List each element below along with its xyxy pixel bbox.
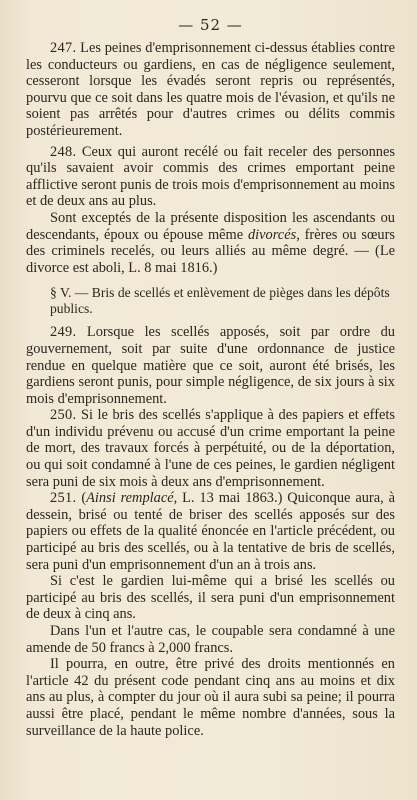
section-heading: § V. — Bris de scellés et enlèvement de pièges dans les dépôts publics. bbox=[50, 285, 390, 317]
paragraph-text: Si c'est le gardien lui-même qui a brisé les scellés ou participé au bris des scellés, il sera puni d'un emprisonnement de deux à cinq ans. bbox=[26, 573, 395, 623]
article-number: 251. bbox=[50, 490, 77, 507]
article-251-gardien bbox=[26, 573, 395, 623]
article-248-exception bbox=[26, 210, 395, 276]
article-text: Si le bris des scellés s'applique à des papiers et effets d'un individu prévenu ou accusé d'un crime emportant la peine de mort, des travaux forcés à perpétuité, ou de la déportation, ou qui soit condamné à l'une de ces peines, le gardien négligent sera puni de six mois à deux ans d'emprisonnement. bbox=[26, 407, 395, 490]
paragraph-text: , frères ou sœurs des criminels recelés, ou leurs alliés au même degré. — (Le divorce est aboli, L. 8 mai 1816.) bbox=[26, 226, 395, 276]
article-250 bbox=[26, 407, 395, 490]
article-number: 248. bbox=[50, 143, 77, 160]
paragraph-text: , L. 13 mai 1863.) Quiconque aura, à dessein, brisé ou tenté de briser des scellés apposés sur des papiers ou effets de la qualité énoncée en l'article précédent, ou participé au bris des scellés, ou à la tentative de bris de scellés, sera puni d'un emprisonnement d'un an à trois ans. bbox=[26, 490, 395, 573]
article-text: Lorsque les scellés apposés, soit par ordre du gouvernement, soit par suite d'une ordonnance de justice rendue en quelque matière que ce soit, auront été brisés, les gardiens seront punis, pour simple négligence, de six jours à six mois d'emprisonnement. bbox=[26, 324, 395, 407]
article-text: Les peines d'emprisonnement ci-dessus établies contre les conducteurs ou gardiens, en cas de négligence seulement, cesseront lorsque les évadés seront repris ou représentés, pourvu que ce soit dans les quatre mois de l'évasion, et qu'ils ne soient pas arrêtés pour d'autres crimes ou délits commis postérieurement. bbox=[26, 40, 395, 139]
paragraph-text: ( bbox=[81, 490, 87, 507]
paragraph-text: Sont exceptés de la présente disposition les ascendants ou descendants, époux ou épouse même bbox=[26, 209, 395, 243]
article-text: Ceux qui auront recélé ou fait receler des personnes qu'ils savaient avoir commis des crimes emportant peine afflictive seront punis de trois mois d'emprisonnement au moins et de deux ans au plus. bbox=[26, 143, 395, 210]
italic-term: divorcés bbox=[247, 226, 297, 243]
article-number: 250. bbox=[50, 407, 77, 424]
article-248 bbox=[26, 144, 395, 210]
article-251 bbox=[26, 490, 395, 573]
article-number: 247. bbox=[50, 40, 77, 56]
page-number: — 52 — bbox=[178, 16, 243, 34]
article-number: 249. bbox=[50, 324, 77, 341]
paragraph-text: Dans l'un et l'autre cas, le coupable sera condamné à une amende de 50 francs à 2,000 francs. bbox=[26, 623, 395, 656]
article-251-amende bbox=[26, 623, 395, 656]
article-249 bbox=[26, 324, 395, 407]
paragraph-text: Il pourra, en outre, être privé des droits mentionnés en l'article 42 du présent code pendant cinq ans au moins et dix ans au plus, à compter du jour où il aura subi sa peine; il pourra aussi être placé, pendant le même nombre d'années, sous la surveillance de la haute police. bbox=[26, 656, 395, 739]
italic-term: Ainsi remplacé bbox=[86, 490, 174, 507]
article-247 bbox=[26, 40, 395, 140]
article-251-droits bbox=[26, 656, 395, 739]
